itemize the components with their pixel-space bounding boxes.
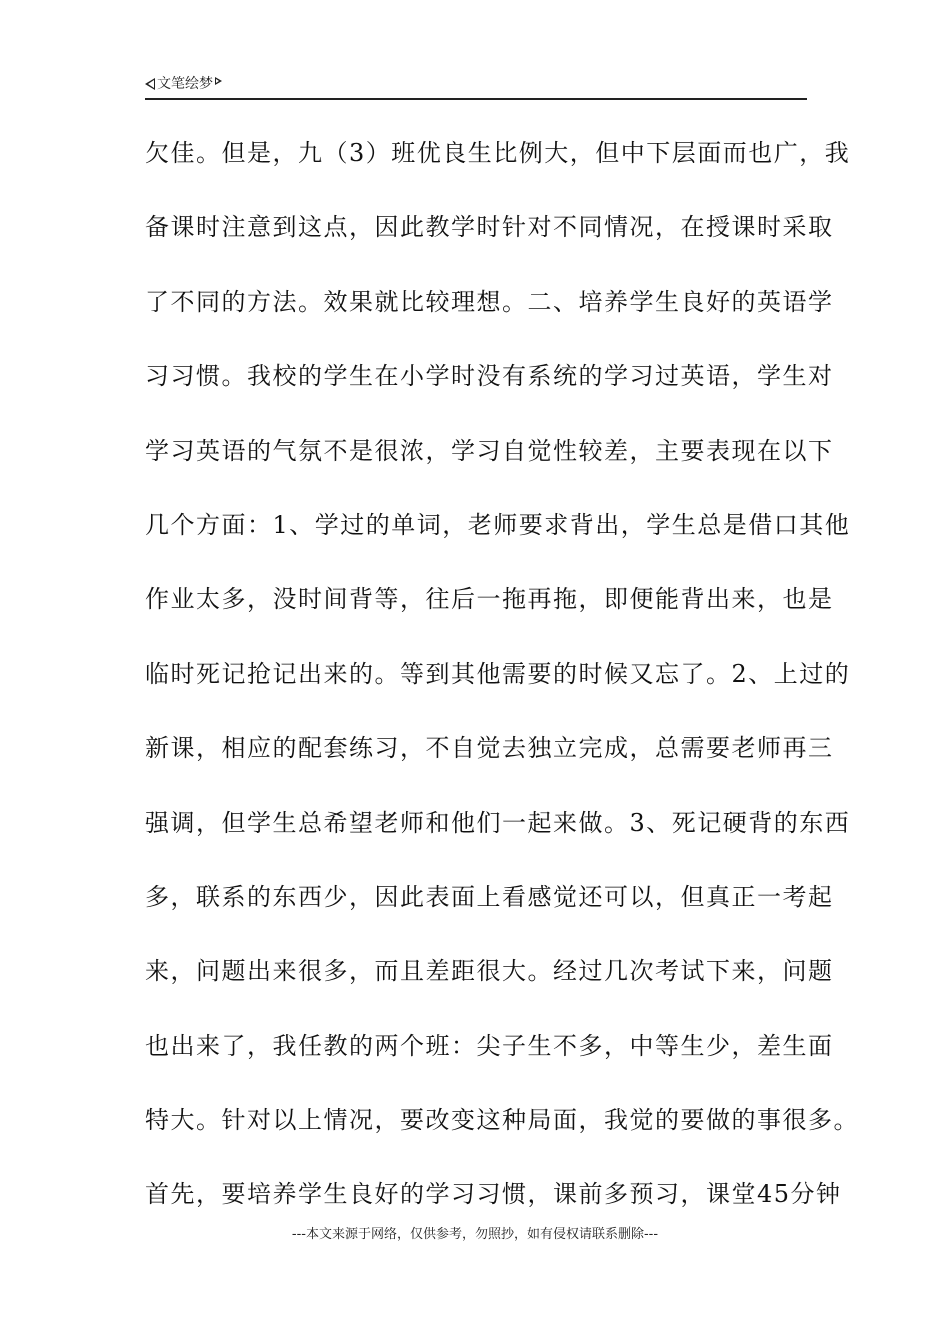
text-line: 学习英语的气氛不是很浓，学习自觉性较差，主要表现在以下 — [145, 436, 834, 465]
text-line: 备课时注意到这点，因此教学时针对不同情况，在授课时采取 — [145, 213, 834, 242]
text-line: 新课，相应的配套练习，不自觉去独立完成，总需要老师再三 — [145, 734, 834, 763]
document-body — [145, 130, 859, 1246]
header-brand — [145, 74, 222, 94]
footer-notice: ---本文来源于网络，仅供参考，勿照抄，如有侵权请联系删除--- — [291, 1227, 659, 1242]
text-line: 强调，但学生总希望老师和他们一起来做。3、死记硬背的东西 — [145, 808, 851, 837]
text-line: 来，问题出来很多，而且差距很大。经过几次考试下来，问题 — [145, 957, 834, 986]
right-triangle-icon — [215, 77, 222, 85]
text-line: 首先，要培养学生良好的学习习惯，课前多预习，课堂45分钟 — [145, 1180, 842, 1209]
left-triangle-icon — [145, 78, 155, 90]
text-line: 也出来了，我任教的两个班：尖子生不多，中等生少，差生面 — [145, 1031, 834, 1060]
text-line: 多，联系的东西少，因此表面上看感觉还可以，但真正一考起 — [145, 882, 834, 911]
text-line: 习习惯。我校的学生在小学时没有系统的学习过英语，学生对 — [145, 362, 834, 391]
text-line: 特大。针对以上情况，要改变这种局面，我觉的要做的事很多。 — [145, 1106, 859, 1135]
brand-text: 文笔绘梦 — [157, 76, 213, 92]
page-header — [145, 74, 807, 100]
text-line: 了不同的方法。效果就比较理想。二、培养学生良好的英语学 — [145, 287, 834, 316]
text-line: 临时死记抢记出来的。等到其他需要的时候又忘了。2、上过的 — [145, 659, 851, 688]
text-line: 作业太多，没时间背等，往后一拖再拖，即便能背出来，也是 — [145, 585, 834, 614]
text-line: 几个方面：1、学过的单词，老师要求背出，学生总是借口其他 — [145, 510, 851, 539]
text-line: 欠佳。但是，九（3）班优良生比例大，但中下层面而也广，我 — [145, 139, 851, 167]
